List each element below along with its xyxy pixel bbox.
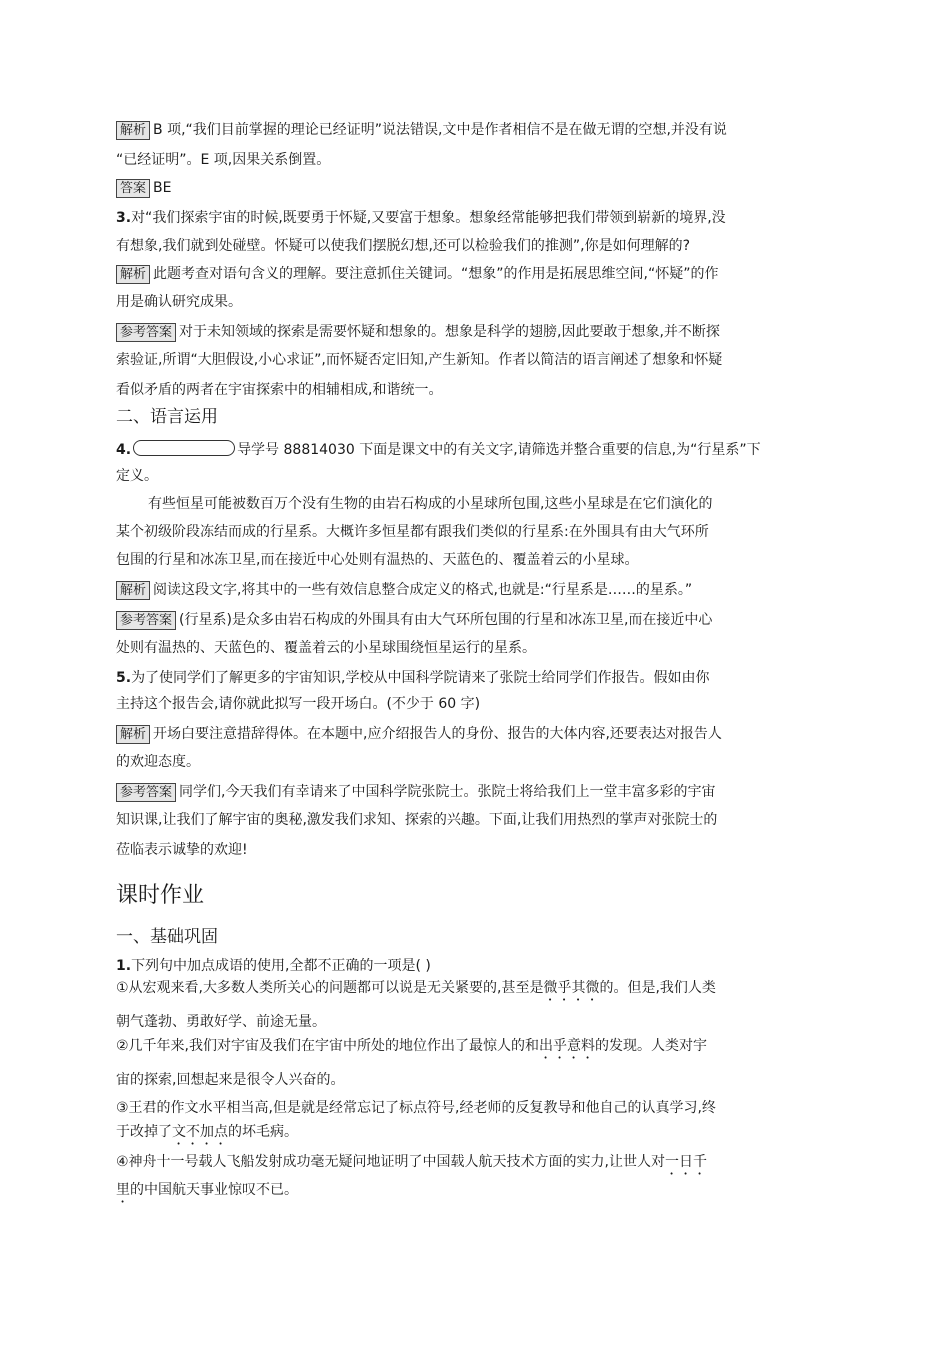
analysis-tag: 解析 (116, 725, 150, 744)
reference-answer-line: 参考答案 同学们,今天我们有幸请来了中国科学院张院士。张院士将给我们上一堂丰富多彩的宇宙 (116, 782, 715, 802)
analysis-tag: 解析 (116, 265, 150, 284)
analysis-line: 解析 开场白要注意措辞得体。在本题中,应介绍报告人的身份、报告的大体内容,还要表达对报告人 (116, 724, 722, 744)
analysis-line: “已经证明”。E 项,因果关系倒置。 (116, 152, 331, 168)
option-1: ①从宏观来看,大多数人类所关心的问题都可以说是无关紧要的,甚至是微乎其微的。但是,我们人类 (116, 980, 716, 996)
section-heading: 一、基础巩固 (116, 927, 218, 947)
reference-answer-tag: 参考答案 (116, 783, 176, 802)
dotted-idiom: 微乎其微 (543, 980, 600, 996)
option-2: ②几千年来,我们对宇宙及我们在宇宙中所处的地位作出了最惊人的和出乎意料的发现。人类对宇 (116, 1038, 707, 1054)
practice-question-1: 1.下列句中加点成语的使用,全都不正确的一项是( ) (116, 958, 431, 974)
analysis-line: 解析 此题考查对语句含义的理解。要注意抓住关键词。“想象”的作用是拓展思维空间,“怀疑”的作 (116, 264, 718, 284)
reference-answer-tag: 参考答案 (116, 323, 176, 342)
reference-answer-line: 参考答案 对于未知领域的探索是需要怀疑和想象的。想象是科学的翅膀,因此要敢于想象,并不断探 (116, 322, 720, 342)
question-4: 4. 导学号 88814030 下面是课文中的有关文字,请筛选并整合重要的信息,为“行星系”下 (116, 442, 761, 458)
analysis-tag: 解析 (116, 121, 150, 140)
option-3: ③王君的作文水平相当高,但是就是经常忘记了标点符号,经老师的反复教导和他自己的认真学习,终 (116, 1100, 716, 1116)
dotted-idiom: 里 (116, 1182, 130, 1198)
answer-line: 答案 BE (116, 178, 171, 198)
page-title: 课时作业 (116, 883, 205, 908)
analysis-tag: 解析 (116, 581, 150, 600)
question-3: 3.对“我们探索宇宙的时候,既要勇于怀疑,又要富于想象。想象经常能够把我们带领到崭新的境界,没 (116, 210, 726, 226)
analysis-line: 解析 阅读这段文字,将其中的一些有效信息整合成定义的格式,也就是:“行星系是……的星系。” (116, 580, 692, 600)
quoted-passage: 有些恒星可能被数百万个没有生物的由岩石构成的小星球所包围,这些小星球是在它们演化的 (148, 496, 713, 512)
answer-tag: 答案 (116, 179, 150, 198)
reference-answer-tag: 参考答案 (116, 611, 176, 630)
question-5: 5.为了使同学们了解更多的宇宙知识,学校从中国科学院请来了张院士给同学们作报告。假如由你 (116, 670, 710, 686)
dotted-idiom: 一日千 (665, 1154, 707, 1170)
guide-number-box (133, 440, 235, 456)
option-4: ④神舟十一号载人飞船发射成功毫无疑问地证明了中国载人航天技术方面的实力,让世人对一日千 (116, 1154, 707, 1170)
analysis-line: 解析 B 项,“我们目前掌握的理论已经证明”说法错误,文中是作者相信不是在做无谓的空想,并没有说 (116, 120, 727, 140)
reference-answer-line: 参考答案 (行星系)是众多由岩石构成的外围具有由大气环所包围的行星和冰冻卫星,而在接近中心 (116, 610, 712, 630)
section-heading: 二、语言运用 (116, 407, 218, 427)
dotted-idiom: 出乎意料 (539, 1038, 595, 1054)
dotted-idiom: 文不加点 (172, 1124, 228, 1140)
